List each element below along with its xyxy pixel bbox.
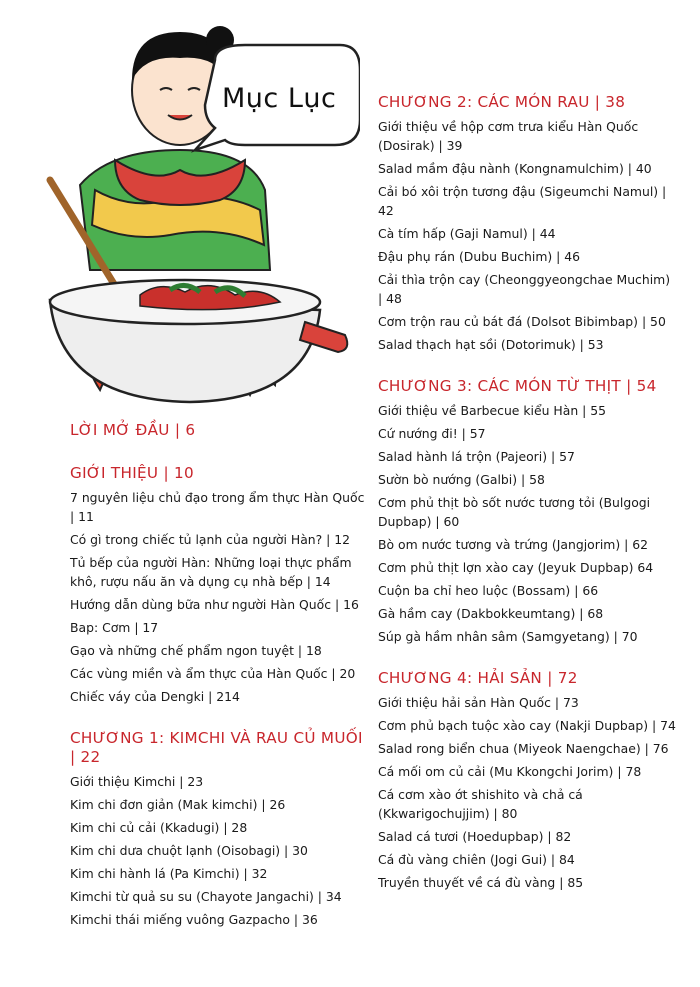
- toc-entry[interactable]: Cá mối om củ cải (Mu Kkongchi Jorim) | 78: [378, 764, 642, 779]
- toc-entry[interactable]: Cơm phủ bạch tuộc xào cay (Nakji Dupbap) | 74: [378, 718, 676, 733]
- toc-entry[interactable]: Đậu phụ rán (Dubu Buchim) | 46: [378, 249, 581, 264]
- toc-entry[interactable]: Bap: Cơm | 17: [70, 620, 159, 635]
- section-title[interactable]: CHƯƠNG 1: KIMCHI VÀ RAU CỦ MUỐI | 22: [70, 729, 363, 766]
- toc-entry[interactable]: Sườn bò nướng (Galbi) | 58: [378, 472, 545, 487]
- section-chuong-4: [378, 669, 678, 892]
- toc-entry[interactable]: 7 nguyên liệu chủ đạo trong ẩm thực Hàn Quốc | 11: [70, 490, 365, 524]
- toc-entry[interactable]: Salad rong biển chua (Miyeok Naengchae) | 76: [378, 741, 669, 756]
- toc-entry[interactable]: Kimchi từ quả su su (Chayote Jangachi) | 34: [70, 889, 342, 904]
- cooking-woman-illustration: [20, 10, 360, 410]
- toc-entry[interactable]: Các vùng miền và ẩm thực của Hàn Quốc | 20: [70, 666, 356, 681]
- toc-entry[interactable]: Giới thiệu hải sản Hàn Quốc | 73: [378, 695, 579, 710]
- toc-entry[interactable]: Salad mầm đậu nành (Kongnamulchim) | 40: [378, 161, 652, 176]
- toc-entry[interactable]: Bò om nước tương và trứng (Jangjorim) | 62: [378, 537, 649, 552]
- toc-entry[interactable]: Cứ nướng đi! | 57: [378, 426, 486, 441]
- toc-entry[interactable]: Kim chi củ cải (Kkadugi) | 28: [70, 820, 248, 835]
- toc-entry[interactable]: Cá đù vàng chiên (Jogi Gui) | 84: [378, 852, 575, 867]
- section-gioi-thieu: [70, 464, 370, 706]
- section-title[interactable]: CHƯƠNG 2: CÁC MÓN RAU | 38: [378, 93, 626, 111]
- toc-entry[interactable]: Cuộn ba chỉ heo luộc (Bossam) | 66: [378, 583, 599, 598]
- toc-entry[interactable]: Salad cá tươi (Hoedupbap) | 82: [378, 829, 572, 844]
- toc-entry[interactable]: Kim chi đơn giản (Mak kimchi) | 26: [70, 797, 286, 812]
- toc-entry[interactable]: Cải bó xôi trộn tương đậu (Sigeumchi Namul) | 42: [378, 184, 667, 218]
- section-title[interactable]: LỜI MỞ ĐẦU | 6: [70, 421, 196, 439]
- toc-entry[interactable]: Có gì trong chiếc tủ lạnh của người Hàn? | 12: [70, 532, 351, 547]
- toc-entry[interactable]: Giới thiệu Kimchi | 23: [70, 774, 204, 789]
- toc-left-column: [70, 421, 370, 933]
- section-chuong-3: [378, 377, 678, 646]
- toc-entry[interactable]: Cải thìa trộn cay (Cheonggyeongchae Muchim) | 48: [378, 272, 671, 306]
- toc-entry[interactable]: Cơm phủ thịt bò sốt nước tương tỏi (Bulgogi Dupbap) | 60: [378, 495, 651, 529]
- toc-entry[interactable]: Cơm trộn rau củ bát đá (Dolsot Bibimbap) | 50: [378, 314, 666, 329]
- toc-entry[interactable]: Cà tím hấp (Gaji Namul) | 44: [378, 226, 556, 241]
- toc-entry[interactable]: Cơm phủ thịt lợn xào cay (Jeyuk Dupbap) 64: [378, 560, 654, 575]
- toc-entry[interactable]: Kimchi thái miếng vuông Gazpacho | 36: [70, 912, 318, 927]
- toc-heading: Mục Lục: [222, 83, 337, 114]
- toc-entry[interactable]: Hướng dẫn dùng bữa như người Hàn Quốc | 16: [70, 597, 359, 612]
- section-title[interactable]: CHƯƠNG 3: CÁC MÓN TỪ THỊT | 54: [378, 377, 657, 395]
- toc-entry[interactable]: Chiếc váy của Dengki | 214: [70, 689, 240, 704]
- toc-entry[interactable]: Salad hành lá trộn (Pajeori) | 57: [378, 449, 575, 464]
- toc-entry[interactable]: Tủ bếp của người Hàn: Những loại thực phẩm khô, rượu nấu ăn và dụng cụ nhà bếp | 14: [70, 555, 352, 589]
- section-title[interactable]: CHƯƠNG 4: HẢI SẢN | 72: [378, 669, 578, 687]
- section-loi-mo-dau: [70, 421, 370, 440]
- section-chuong-2: [378, 93, 678, 354]
- toc-entry[interactable]: Truyền thuyết về cá đù vàng | 85: [378, 875, 584, 890]
- toc-entry[interactable]: Gạo và những chế phẩm ngon tuyệt | 18: [70, 643, 322, 658]
- toc-entry[interactable]: Salad thạch hạt sồi (Dotorimuk) | 53: [378, 337, 604, 352]
- toc-entry[interactable]: Kim chi dưa chuột lạnh (Oisobagi) | 30: [70, 843, 308, 858]
- toc-entry[interactable]: Kim chi hành lá (Pa Kimchi) | 32: [70, 866, 268, 881]
- toc-entry[interactable]: Gà hầm cay (Dakbokkeumtang) | 68: [378, 606, 604, 621]
- toc-entry[interactable]: Giới thiệu về Barbecue kiểu Hàn | 55: [378, 403, 606, 418]
- toc-entry[interactable]: Giới thiệu về hộp cơm trưa kiểu Hàn Quốc (Dosirak) | 39: [378, 119, 639, 153]
- toc-entry[interactable]: Cá cơm xào ớt shishito và chả cá (Kkwarigochujjim) | 80: [378, 787, 583, 821]
- section-title[interactable]: GIỚI THIỆU | 10: [70, 464, 194, 482]
- toc-right-column: [378, 93, 678, 896]
- toc-entry[interactable]: Súp gà hầm nhân sâm (Samgyetang) | 70: [378, 629, 638, 644]
- section-chuong-1: [70, 729, 370, 929]
